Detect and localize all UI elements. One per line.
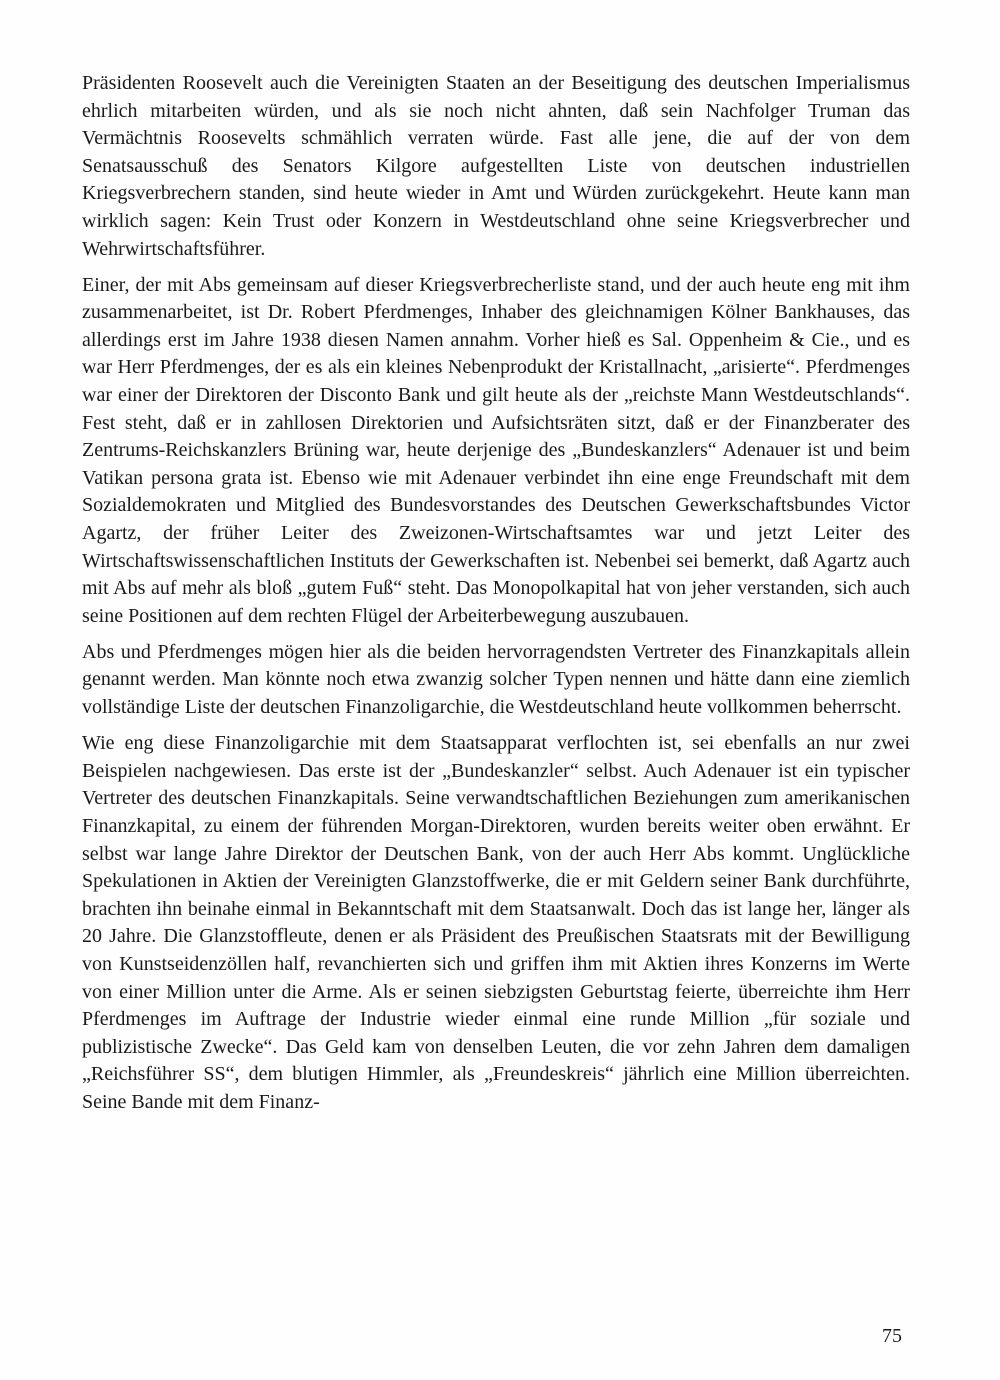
paragraph-2: Einer, der mit Abs gemeinsam auf dieser Kriegsverbrecherliste stand, und der auch heute eng mit ihm zusammenarbeitet, ist Dr. Robert Pferdmenges, Inhaber des gleichnamigen Kölner Bankhauses, das allerdings erst im Jahre 1938 diesen Namen annahm. Vorher hieß es Sal. Oppenheim & Cie., und es war Herr Pferdmenges, der es als ein kleines Nebenprodukt der Kristallnacht, „arisierte“. Pferdmenges war einer der Direktoren der Disconto Bank und gilt heute als der „reichste Mann Westdeutschlands“. Fest steht, daß er in zahllosen Direktorien und Aufsichtsräten sitzt, daß er der Finanzberater des Zentrums-Reichskanzlers Brüning war, heute derjenige des „Bundeskanzlers“ Adenauer ist und beim Vatikan persona grata ist. Ebenso wie mit Adenauer verbindet ihn eine enge Freundschaft mit dem Sozialdemokraten und Mitglied des Bundesvorstandes des Deutschen Gewerkschaftsbundes Victor Agartz, der früher Leiter des Zweizonen-Wirtschaftsamtes war und jetzt Leiter des Wirtschaftswissenschaftlichen Instituts der Gewerkschaften ist. Nebenbei sei bemerkt, daß Agartz auch mit Abs auf mehr als bloß „gutem Fuß“ steht. Das Monopolkapital hat von jeher verstanden, sich auch seine Positionen auf dem rechten Flügel der Arbeiterbewegung auszubauen.: [82, 273, 910, 627]
body-text: [82, 70, 910, 1125]
paragraph-3: Abs und Pferdmenges mögen hier als die beiden hervorragendsten Vertreter des Finanzkapitals allein genannt werden. Man könnte noch etwa zwanzig solcher Typen nennen und hätte dann eine ziemlich vollständige Liste der deutschen Finanzoligarchie, die Westdeutschland heute vollkommen beherrscht.: [82, 640, 910, 719]
paragraph-4: Wie eng diese Finanzoligarchie mit dem Staatsapparat verflochten ist, sei ebenfalls an nur zwei Beispielen nachgewiesen. Das erste ist der „Bundeskanzler“ selbst. Auch Adenauer ist ein typischer Vertreter des deutschen Finanzkapitals. Seine verwandtschaftlichen Beziehungen zum amerikanischen Finanzkapital, zu einem der führenden Morgan-Direktoren, wurden bereits weiter oben erwähnt. Er selbst war lange Jahre Direktor der Deutschen Bank, von der auch Herr Abs kommt. Unglückliche Spekulationen in Aktien der Vereinigten Glanzstoffwerke, die er mit Geldern seiner Bank durchführte, brachten ihn beinahe einmal in Bekanntschaft mit dem Staatsanwalt. Doch das ist lange her, länger als 20 Jahre. Die Glanzstoffleute, denen er als Präsident des Preußischen Staatsrats mit der Bewilligung von Kunstseidenzöllen half, revanchierten sich und griffen ihm mit Aktien ihres Konzerns im Werte von einer Million unter die Arme. Als er seinen siebzigsten Geburtstag feierte, überreichte ihm Herr Pferdmenges im Auftrage der Industrie wieder einmal eine runde Million „für soziale und publizistische Zwecke“. Das Geld kam von denselben Leuten, die vor zehn Jahren dem damaligen „Reichsführer SS“, dem blutigen Himmler, als „Freundeskreis“ jährlich eine Million überreichten. Seine Bande mit dem Finanz-: [82, 732, 910, 1113]
page-number: 75: [882, 1325, 902, 1347]
paragraph-1: Präsidenten Roosevelt auch die Vereinigten Staaten an der Beseitigung des deutschen Imperialismus ehrlich mitarbeiten würden, und als sie noch nicht ahnten, daß sein Nachfolger Truman das Vermächtnis Roosevelts schmählich verraten würde. Fast alle jene, die auf der von dem Senatsausschuß des Senators Kilgore aufgestellten Liste von deutschen industriellen Kriegsverbrechern standen, sind heute wieder in Amt und Würden zurückgekehrt. Heute kann man wirklich sagen: Kein Trust oder Konzern in Westdeutschland ohne seine Kriegsverbrecher und Wehrwirtschaftsführer.: [82, 72, 910, 260]
